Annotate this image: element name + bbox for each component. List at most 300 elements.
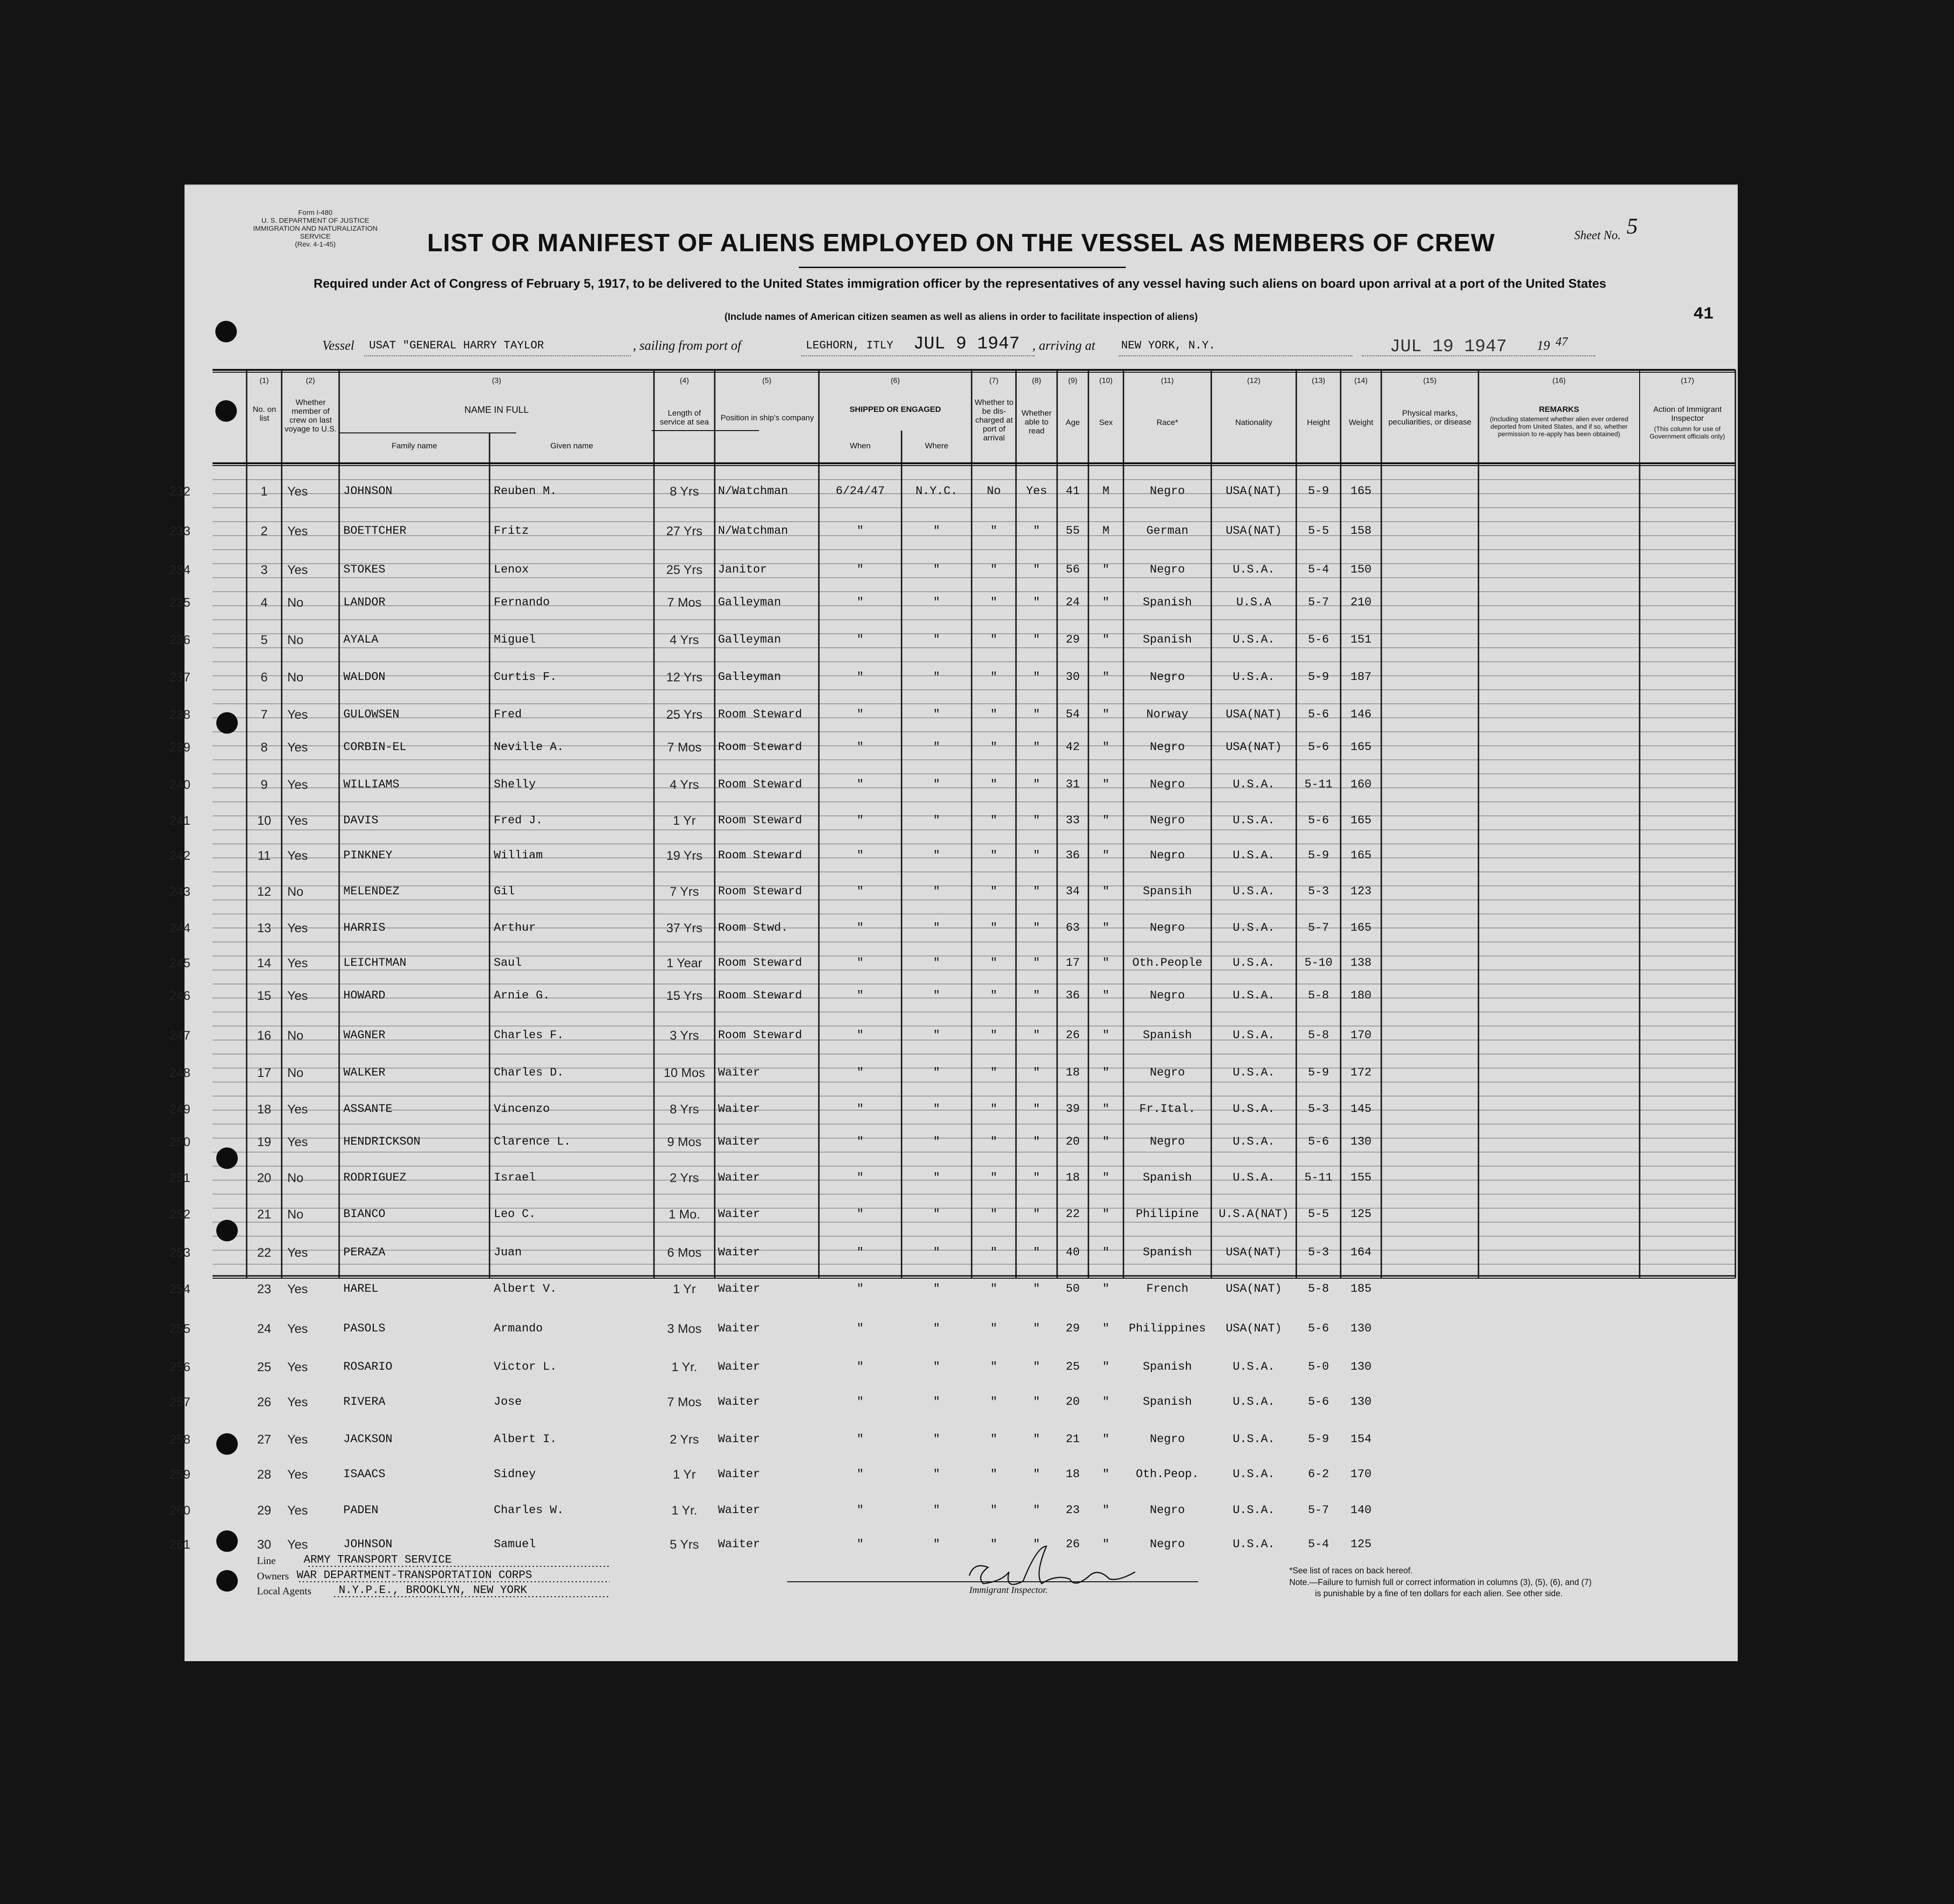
cell-weight: 140 <box>1350 1503 1371 1517</box>
cell-where: " <box>933 1395 940 1409</box>
cell-where: " <box>933 740 940 754</box>
cell-sex: " <box>1102 740 1109 754</box>
cell-family-name: PINKNEY <box>343 849 393 862</box>
cell-height: 5-10 <box>1304 956 1333 970</box>
cell-weight: 150 <box>1350 563 1371 576</box>
cell-where: " <box>933 1207 940 1221</box>
cell-weight: 146 <box>1350 708 1371 721</box>
cell-age: 30 <box>1066 670 1080 684</box>
cell-read: Yes <box>1026 484 1047 498</box>
cell-discharged: " <box>990 1171 997 1184</box>
line-number: 258 <box>169 1432 191 1446</box>
cell-discharged: " <box>990 1028 997 1042</box>
cell-weight: 185 <box>1350 1282 1371 1295</box>
cell-height: 5-7 <box>1307 595 1329 609</box>
cell-race: Negro <box>1150 1432 1185 1446</box>
cell-when: " <box>856 1246 864 1259</box>
cell-given-name: Leo C. <box>494 1207 536 1221</box>
line-number: 254 <box>169 1282 191 1296</box>
cell-no: 20 <box>257 1171 271 1185</box>
cell-where: N.Y.C. <box>915 484 958 498</box>
agents-value: N.Y.P.E., BROOKLYN, NEW YORK <box>339 1584 527 1597</box>
line-number: 251 <box>169 1171 191 1185</box>
cell-where: " <box>933 1246 940 1259</box>
cell-read: " <box>1033 1028 1040 1042</box>
cell-family-name: ROSARIO <box>343 1360 393 1373</box>
cell-nationality: U.S.A. <box>1232 633 1275 646</box>
cell-nationality: U.S.A. <box>1232 670 1275 684</box>
cell-height: 5-11 <box>1304 1171 1333 1184</box>
cell-family-name: RODRIGUEZ <box>343 1171 407 1184</box>
cell-discharged: " <box>990 1207 997 1221</box>
cell-race: Spanish <box>1143 1246 1192 1259</box>
cell-age: 31 <box>1066 778 1080 791</box>
cell-when: " <box>856 524 864 538</box>
cell-age: 18 <box>1066 1171 1080 1184</box>
column-number: (1) <box>259 377 269 385</box>
inspector-signature-label: Immigrant Inspector. <box>969 1585 1048 1595</box>
cell-no: 22 <box>257 1246 271 1260</box>
header-remarks-note: (Including statement whether alien ever ordered deported from United States, and if so, whether permission to re-apply has been obtained) <box>1490 415 1628 438</box>
cell-height: 5-9 <box>1307 484 1329 498</box>
cell-no: 9 <box>260 778 268 792</box>
cell-when: " <box>856 740 864 754</box>
header-age: Age <box>1066 418 1080 427</box>
line-number: 261 <box>169 1537 191 1551</box>
cell-length-service: 27 Yrs <box>666 524 703 538</box>
cell-discharged: " <box>990 1503 997 1517</box>
cell-when: " <box>856 1207 864 1221</box>
arriving-label: , arriving at <box>1032 339 1095 353</box>
cell-last-voyage: Yes <box>287 1395 308 1409</box>
cell-sex: " <box>1102 885 1109 898</box>
punch-hole <box>216 1433 238 1455</box>
header-family-name: Family name <box>391 441 437 450</box>
cell-when: 6/24/47 <box>835 484 885 498</box>
cell-last-voyage: Yes <box>287 849 308 863</box>
column-number: (3) <box>492 377 501 385</box>
cell-family-name: MELENDEZ <box>343 885 400 898</box>
cell-age: 21 <box>1066 1432 1080 1446</box>
cell-discharged: " <box>990 595 997 609</box>
cell-discharged: " <box>990 1537 997 1551</box>
cell-sex: " <box>1102 1028 1109 1042</box>
cell-position: Galleyman <box>718 670 782 684</box>
cell-weight: 125 <box>1350 1207 1371 1221</box>
cell-nationality: U.S.A. <box>1232 1503 1275 1517</box>
cell-weight: 210 <box>1350 595 1371 609</box>
cell-family-name: LEICHTMAN <box>343 956 407 970</box>
cell-family-name: WILLIAMS <box>343 778 400 791</box>
cell-age: 23 <box>1066 1503 1080 1517</box>
cell-race: Spanish <box>1143 1028 1192 1042</box>
punch-hole <box>215 321 237 342</box>
cell-family-name: ISAACS <box>343 1467 386 1481</box>
column-number: (4) <box>680 377 689 385</box>
cell-when: " <box>856 595 864 609</box>
header-shipped-engaged: SHIPPED OR ENGAGED <box>849 405 941 414</box>
cell-discharged: " <box>990 633 997 646</box>
line-number: 239 <box>169 740 191 754</box>
form-id-line: (Rev. 4-1-45) <box>295 241 336 248</box>
cell-family-name: STOKES <box>343 563 386 576</box>
cell-race: Philipine <box>1136 1207 1199 1221</box>
column-number: (9) <box>1068 377 1078 385</box>
cell-nationality: U.S.A. <box>1232 1360 1275 1373</box>
cell-when: " <box>856 1102 864 1116</box>
cell-height: 5-6 <box>1307 740 1329 754</box>
cell-where: " <box>933 1467 940 1481</box>
punch-hole <box>215 400 237 422</box>
cell-age: 20 <box>1066 1395 1080 1409</box>
cell-read: " <box>1033 1246 1040 1259</box>
cell-last-voyage: Yes <box>287 1360 308 1374</box>
from-port: LEGHORN, ITLY <box>806 340 894 352</box>
cell-given-name: Reuben M. <box>494 484 557 498</box>
cell-weight: 130 <box>1350 1395 1371 1409</box>
cell-race: Negro <box>1150 849 1185 862</box>
cell-position: Room Steward <box>718 814 803 827</box>
cell-when: " <box>856 1360 864 1373</box>
cell-given-name: Fred <box>494 708 522 721</box>
cell-where: " <box>933 1503 940 1517</box>
cell-when: " <box>856 1028 864 1042</box>
cell-height: 5-3 <box>1307 1246 1329 1259</box>
cell-race: Negro <box>1150 484 1185 498</box>
cell-family-name: WALKER <box>343 1066 386 1079</box>
cell-discharged: " <box>990 708 997 721</box>
cell-discharged: " <box>990 849 997 862</box>
cell-last-voyage: Yes <box>287 1135 308 1149</box>
cell-position: Room Steward <box>718 778 803 791</box>
cell-height: 5-3 <box>1307 1102 1329 1116</box>
cell-position: Waiter <box>718 1537 760 1551</box>
line-number: 245 <box>169 956 191 970</box>
column-number: (11) <box>1161 377 1174 385</box>
header-able-to-read: Whether able to read <box>1021 409 1052 435</box>
cell-family-name: RIVERA <box>343 1395 386 1409</box>
cell-where: " <box>933 849 940 862</box>
cell-race: Philippines <box>1129 1322 1206 1335</box>
cell-no: 4 <box>260 595 268 609</box>
cell-nationality: USA(NAT) <box>1225 1246 1282 1259</box>
cell-where: " <box>933 956 940 970</box>
cell-no: 17 <box>257 1066 271 1080</box>
cell-length-service: 1 Yr <box>673 1467 696 1481</box>
cell-nationality: U.S.A. <box>1232 563 1275 576</box>
cell-length-service: 1 Yr. <box>671 1360 697 1374</box>
cell-read: " <box>1033 989 1040 1002</box>
page-subnote: (Include names of American citizen seamen as well as aliens in order to facilitate inspection of aliens) <box>724 311 1198 322</box>
cell-when: " <box>856 921 864 934</box>
cell-read: " <box>1033 1432 1040 1446</box>
cell-race: Negro <box>1150 921 1185 934</box>
cell-sex: " <box>1102 1322 1109 1335</box>
cell-read: " <box>1033 740 1040 754</box>
header-sex: Sex <box>1099 418 1113 427</box>
cell-discharged: No <box>987 484 1001 498</box>
cell-weight: 130 <box>1350 1322 1371 1335</box>
cell-where: " <box>933 921 940 934</box>
arrival-date-stamp: JUL 19 1947 <box>1390 337 1507 357</box>
cell-position: Waiter <box>718 1282 760 1295</box>
cell-family-name: PASOLS <box>343 1322 386 1335</box>
cell-age: 39 <box>1066 1102 1080 1116</box>
line-number: 260 <box>169 1503 191 1517</box>
line-number: 252 <box>169 1207 191 1221</box>
cell-last-voyage: Yes <box>287 1467 308 1481</box>
cell-age: 56 <box>1066 563 1080 576</box>
cell-weight: 187 <box>1350 670 1371 684</box>
cell-last-voyage: No <box>287 1207 304 1221</box>
cell-when: " <box>856 1135 864 1148</box>
cell-no: 13 <box>257 921 271 935</box>
header-race: Race* <box>1156 418 1179 427</box>
cell-sex: " <box>1102 814 1109 827</box>
cell-discharged: " <box>990 989 997 1002</box>
cell-height: 5-8 <box>1307 989 1329 1002</box>
cell-weight: 170 <box>1350 1467 1371 1481</box>
cell-where: " <box>933 1282 940 1295</box>
cell-length-service: 1 Mo. <box>668 1207 700 1221</box>
cell-given-name: Juan <box>494 1246 522 1259</box>
year-label: 19 <box>1537 339 1550 353</box>
cell-length-service: 1 Yr. <box>671 1503 697 1517</box>
cell-length-service: 3 Yrs <box>669 1028 699 1042</box>
cell-race: Oth.Peop. <box>1136 1467 1199 1481</box>
cell-read: " <box>1033 814 1040 827</box>
cell-nationality: U.S.A(NAT) <box>1218 1207 1289 1221</box>
cell-given-name: Armando <box>494 1322 543 1335</box>
cell-nationality: U.S.A. <box>1232 1432 1275 1446</box>
header-last-voyage: Whether member of crew on last voyage to U.S. <box>284 398 337 433</box>
cell-sex: " <box>1102 956 1109 970</box>
cell-discharged: " <box>990 1066 997 1079</box>
cell-when: " <box>856 956 864 970</box>
cell-race: Spanish <box>1143 595 1192 609</box>
cell-where: " <box>933 1537 940 1551</box>
cell-last-voyage: No <box>287 1028 304 1042</box>
cell-age: 40 <box>1066 1246 1080 1259</box>
cell-when: " <box>856 708 864 721</box>
vessel-label: Vessel <box>322 339 355 353</box>
cell-family-name: LANDOR <box>343 595 386 609</box>
cell-length-service: 2 Yrs <box>669 1171 699 1185</box>
cell-sex: " <box>1102 1207 1109 1221</box>
cell-when: " <box>856 1503 864 1517</box>
cell-where: " <box>933 1102 940 1116</box>
cell-weight: 180 <box>1350 989 1371 1002</box>
cell-height: 5-6 <box>1307 633 1329 646</box>
cell-last-voyage: No <box>287 670 304 684</box>
cell-last-voyage: No <box>287 595 304 609</box>
cell-given-name: Arnie G. <box>494 989 550 1002</box>
cell-last-voyage: Yes <box>287 524 308 538</box>
line-number: 240 <box>169 778 191 792</box>
cell-position: Waiter <box>718 1066 760 1079</box>
cell-where: " <box>933 814 940 827</box>
line-value: ARMY TRANSPORT SERVICE <box>304 1554 452 1566</box>
cell-race: Spansih <box>1143 885 1192 898</box>
cell-height: 5-0 <box>1307 1360 1329 1373</box>
cell-given-name: Clarence L. <box>494 1135 571 1148</box>
cell-family-name: JOHNSON <box>343 1537 393 1551</box>
cell-weight: 151 <box>1350 633 1371 646</box>
column-number: (10) <box>1099 377 1113 385</box>
cell-no: 2 <box>260 524 268 538</box>
cell-length-service: 9 Mos <box>667 1135 702 1149</box>
cell-race: Negro <box>1150 989 1185 1002</box>
cell-position: Waiter <box>718 1395 760 1409</box>
cell-given-name: Miguel <box>494 633 536 646</box>
cell-where: " <box>933 670 940 684</box>
cell-weight: 158 <box>1350 524 1371 538</box>
line-number: 244 <box>169 921 191 935</box>
cell-race: Negro <box>1150 1503 1185 1517</box>
cell-race: German <box>1146 524 1188 538</box>
cell-weight: 165 <box>1350 814 1371 827</box>
cell-no: 21 <box>257 1207 271 1221</box>
cell-position: Room Stwd. <box>718 921 789 934</box>
cell-read: " <box>1033 1066 1040 1079</box>
cell-sex: " <box>1102 708 1109 721</box>
cell-length-service: 7 Mos <box>667 740 702 754</box>
cell-read: " <box>1033 708 1040 721</box>
cell-last-voyage: Yes <box>287 1503 308 1517</box>
cell-weight: 125 <box>1350 1537 1371 1551</box>
cell-height: 5-9 <box>1307 1066 1329 1079</box>
cell-read: " <box>1033 1537 1040 1551</box>
cell-race: Negro <box>1150 1537 1185 1551</box>
cell-read: " <box>1033 563 1040 576</box>
cell-given-name: Vincenzo <box>494 1102 550 1116</box>
cell-given-name: Fernando <box>494 595 550 609</box>
cell-no: 5 <box>260 633 268 647</box>
line-number: 238 <box>169 708 191 722</box>
cell-age: 26 <box>1066 1028 1080 1042</box>
cell-last-voyage: Yes <box>287 1282 308 1296</box>
cell-length-service: 5 Yrs <box>669 1537 699 1551</box>
cell-height: 5-8 <box>1307 1028 1329 1042</box>
cell-weight: 154 <box>1350 1432 1371 1446</box>
cell-family-name: AYALA <box>343 633 379 646</box>
cell-read: " <box>1033 1282 1040 1295</box>
cell-where: " <box>933 1432 940 1446</box>
cell-family-name: JOHNSON <box>343 484 393 498</box>
cell-given-name: Neville A. <box>494 740 564 754</box>
cell-position: Waiter <box>718 1246 760 1259</box>
cell-weight: 160 <box>1350 778 1371 791</box>
header-discharged: Whether to be dis-charged at port of arrival <box>974 398 1014 442</box>
cell-age: 26 <box>1066 1537 1080 1551</box>
cell-read: " <box>1033 1102 1040 1116</box>
cell-position: N/Watchman <box>718 524 789 538</box>
cell-length-service: 8 Yrs <box>669 484 699 498</box>
column-number: (17) <box>1681 377 1694 385</box>
cell-given-name: Lenox <box>494 563 529 576</box>
cell-length-service: 7 Mos <box>667 595 702 609</box>
cell-length-service: 10 Mos <box>663 1066 705 1080</box>
cell-length-service: 7 Yrs <box>669 885 699 899</box>
cell-sex: " <box>1102 1102 1109 1116</box>
cell-age: 29 <box>1066 1322 1080 1335</box>
agents-label: Local Agents <box>257 1585 312 1597</box>
cell-given-name: William <box>494 849 543 862</box>
cell-age: 18 <box>1066 1467 1080 1481</box>
cell-where: " <box>933 778 940 791</box>
header-action-note: (This column for use of Government officials only) <box>1649 425 1725 440</box>
cell-given-name: Shelly <box>494 778 536 791</box>
cell-when: " <box>856 670 864 684</box>
cell-last-voyage: Yes <box>287 956 308 970</box>
cell-race: Negro <box>1150 740 1185 754</box>
cell-age: 36 <box>1066 989 1080 1002</box>
cell-where: " <box>933 633 940 646</box>
cell-nationality: USA(NAT) <box>1225 708 1282 721</box>
cell-family-name: GULOWSEN <box>343 708 400 721</box>
cell-where: " <box>933 563 940 576</box>
sailing-label: , sailing from port of <box>633 339 741 353</box>
header-weight: Weight <box>1349 418 1373 427</box>
cell-height: 5-3 <box>1307 885 1329 898</box>
cell-sex: " <box>1102 633 1109 646</box>
line-number: 233 <box>169 524 191 538</box>
line-number: 241 <box>169 814 191 828</box>
cell-position: Waiter <box>718 1207 760 1221</box>
cell-nationality: USA(NAT) <box>1225 1322 1282 1335</box>
cell-nationality: U.S.A. <box>1232 814 1275 827</box>
cell-race: French <box>1146 1282 1188 1295</box>
cell-where: " <box>933 885 940 898</box>
cell-position: Room Steward <box>718 849 803 862</box>
cell-given-name: Curtis F. <box>494 670 557 684</box>
line-number: 237 <box>169 670 191 684</box>
cell-family-name: PERAZA <box>343 1246 386 1259</box>
sail-date-stamp: JUL 9 1947 <box>913 334 1020 354</box>
header-when: When <box>850 441 871 450</box>
cell-no: 14 <box>257 956 271 970</box>
cell-read: " <box>1033 633 1040 646</box>
cell-age: 17 <box>1066 956 1080 970</box>
cell-weight: 165 <box>1350 849 1371 862</box>
header-remarks: REMARKS <box>1539 405 1579 414</box>
cell-given-name: Charles D. <box>494 1066 564 1079</box>
footnote-penalty-cont: is punishable by a fine of ten dollars for each alien. See other side. <box>1315 1589 1563 1598</box>
cell-where: " <box>933 1322 940 1335</box>
cell-when: " <box>856 989 864 1002</box>
cell-sex: " <box>1102 1171 1109 1184</box>
cell-given-name: Israel <box>494 1171 536 1184</box>
column-number: (14) <box>1354 377 1368 385</box>
cell-last-voyage: No <box>287 885 304 899</box>
cell-given-name: Sidney <box>494 1467 536 1481</box>
cell-age: 33 <box>1066 814 1080 827</box>
cell-length-service: 25 Yrs <box>666 563 703 577</box>
cell-height: 5-9 <box>1307 849 1329 862</box>
cell-no: 7 <box>260 708 268 722</box>
cell-sex: M <box>1102 524 1109 538</box>
cell-last-voyage: No <box>287 1066 304 1080</box>
cell-weight: 165 <box>1350 740 1371 754</box>
cell-discharged: " <box>990 563 997 576</box>
cell-no: 25 <box>257 1360 271 1374</box>
cell-nationality: U.S.A. <box>1232 1102 1275 1116</box>
cell-no: 23 <box>257 1282 271 1296</box>
cell-length-service: 1 Yr <box>673 814 696 828</box>
cell-given-name: Charles F. <box>494 1028 564 1042</box>
column-number: (12) <box>1247 377 1261 385</box>
punch-hole <box>216 1530 238 1552</box>
